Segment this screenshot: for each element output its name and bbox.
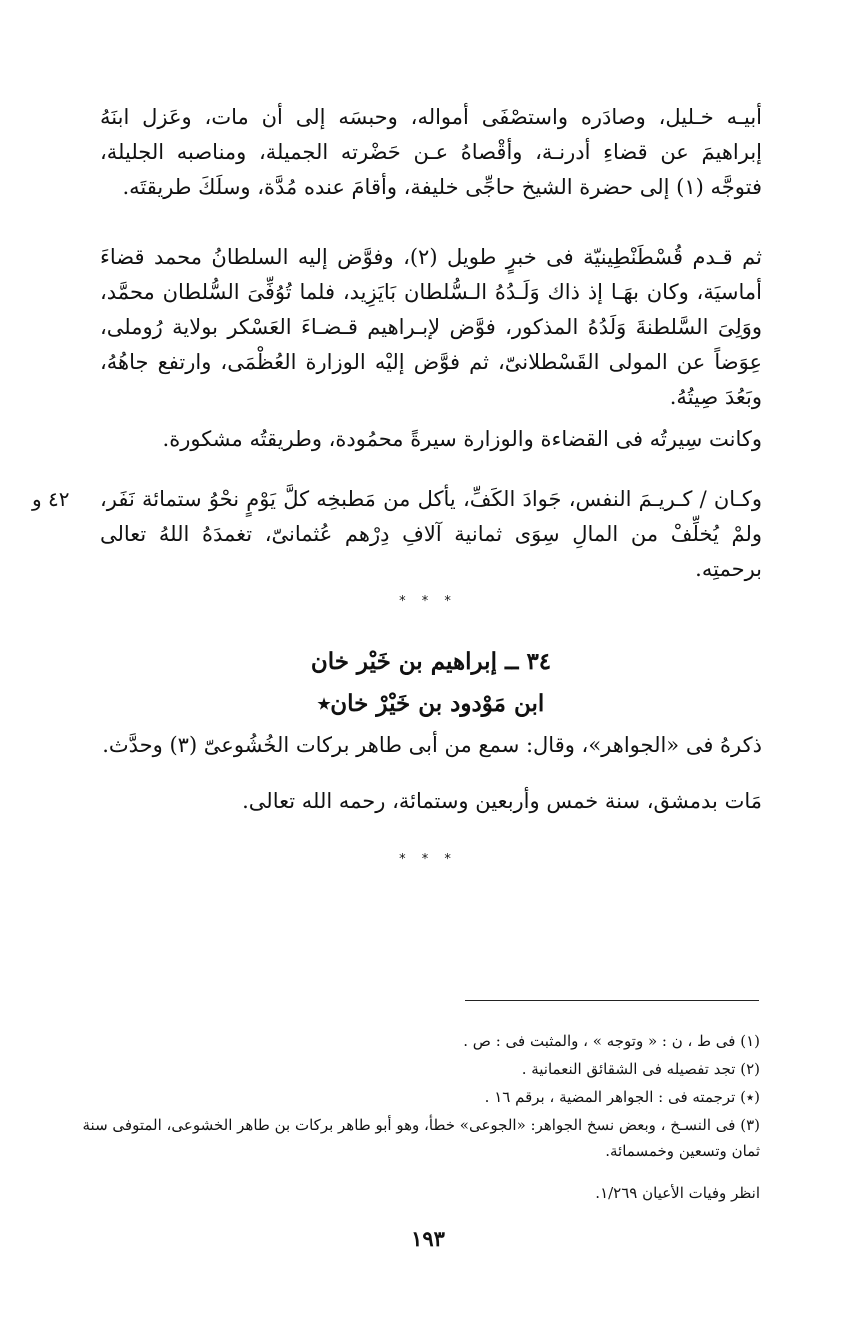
entry-title: ٣٤ ــ إبراهيم بن خَيْر خان — [310, 648, 552, 675]
section-separator-top: * * * — [399, 594, 457, 609]
section-separator-bottom: * * * — [399, 852, 457, 867]
paragraph-4: وكـان / كـريـمَ النفس، جَوادَ الكَفِّ، يأكل من مَطبخِه كلَّ يَوْمٍ نحْوُ ستمائة نَفَر، ولمْ يُخلِّفْ من المالِ سِوَى ثمانية آلافِ دِرْهم عُثمانىّ، تغمدَهُ اللهُ تعالى برحمتِه. — [100, 487, 762, 581]
entry-subtitle: ابن مَوْدود بن خَيْرْ خان٭ — [317, 690, 545, 717]
paragraph-2: ثم قـدم قُسْطَنْطِينيّة فى خبرٍ طويل (٢)، وفوَّض إليه السلطانُ محمد قضاءَ أماسيَة، وكان بهَـا إذ ذاك وَلَـدُهُ الـسُّلطان بَايَزِيد، فلما تُوُفِّىَ السُّلطان محمَّد، ووَلِىَ السَّلطنةَ وَلَدُهُ المذكور، فوَّض لإبـراهيم قـضـاءَ العَسْكر بولاية رُوملى، عِوَضاً عن المولى القَسْطلانىّ، ثم فوَّض إليْه الوزارة العُظْمَى، وارتفع جاهُهُ، وبَعُدَ صِيتُهُ. — [100, 245, 762, 409]
footnote-reference: انظر وفيات الأعيان ١/٢٦٩. — [595, 1184, 760, 1202]
entry-text-line-1: ذكرهُ فى «الجواهر»، وقال: سمع من أبى طاهر بركات الخُشُوعىّ (٣) وحدَّث. — [102, 733, 762, 757]
footnote-rule — [465, 1000, 759, 1001]
footnote-star: (٭) ترجمته فى : الجواهر المضية ، برقم ١٦ . — [484, 1088, 760, 1106]
paragraph-3: وكانت سِيرتُه فى القضاءة والوزارة سيرةً محمُودة، وطريقتُه مشكورة. — [162, 427, 762, 451]
footnote-2: (٢) تجد تفصيله فى الشقائق النعمانية . — [521, 1060, 760, 1078]
footnote-1: (١) فى ط ، ن : « وتوجه » ، والمثبت فى : ص . — [463, 1032, 760, 1050]
page-number: ١٩٣ — [411, 1226, 445, 1251]
footnote-3: (٣) فى النسـخ ، وبعض نسخ الجواهر: «الجوعى» خطأ، وهو أبو طاهر بركات بن طاهر الخشوعى، المتوفى سنة ثمان وتسعين وخمسمائة. — [82, 1116, 760, 1160]
marginal-folio-note: ٤٢ و — [32, 487, 70, 511]
entry-text-line-2: مَات بدمشق، سنة خمس وأربعين وستمائة، رحمه الله تعالى. — [242, 789, 762, 813]
paragraph-1: أبيـه خـليل، وصادَره واستصْفَى أمواله، وحبسَه إلى أن مات، وعَزل ابنَهُ إبراهيمَ عن قضاءِ أدرنـة، وأقْصاهُ عـن حَضْرته الجميلة، ومناصبه الجليلة، فتوجَّه (١) إلى حضرة الشيخ حاجِّى خليفة، وأقامَ عنده مُدَّة، وسلَكَ طريقتَه. — [100, 105, 762, 199]
